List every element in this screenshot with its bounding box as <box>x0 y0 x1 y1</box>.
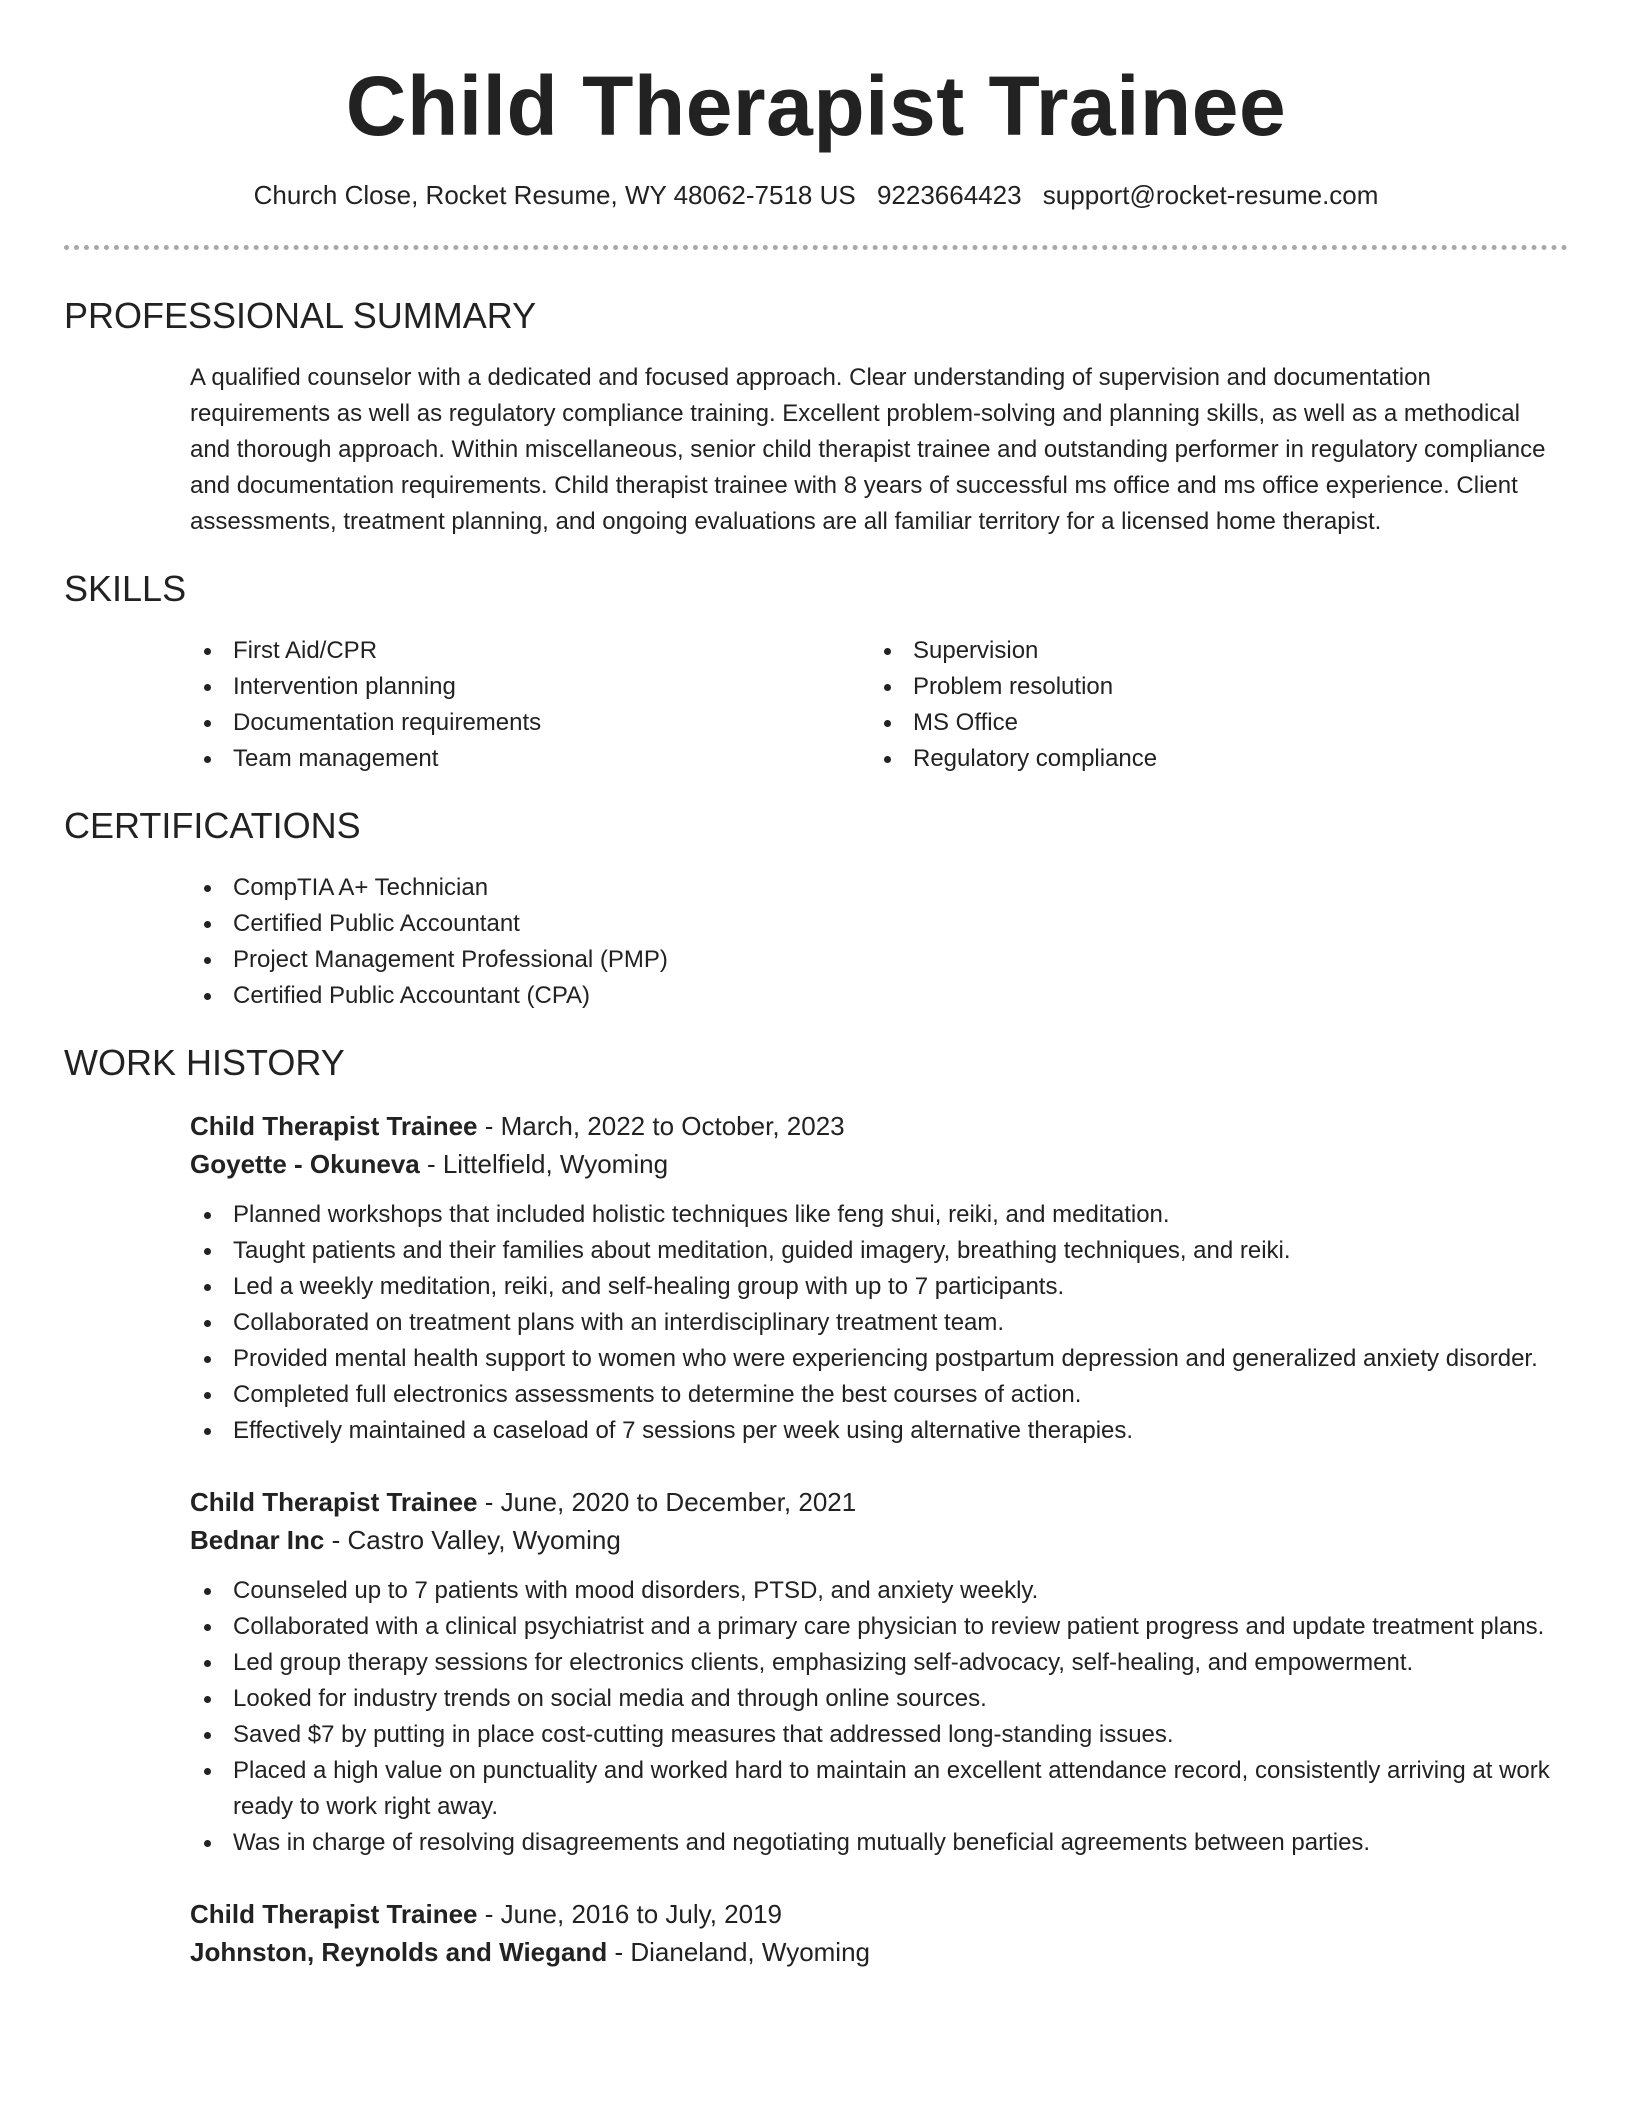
job-entry <box>64 1107 1568 1449</box>
section-title-summary: PROFESSIONAL SUMMARY <box>64 295 537 336</box>
job-bullet: Led group therapy sessions for electronics clients, emphasizing self-advocacy, self-healing, and empowerment. <box>190 1645 1568 1681</box>
job-bullet: Collaborated on treatment plans with an interdisciplinary treatment team. <box>190 1305 1568 1341</box>
contact-address: Church Close, Rocket Resume, WY 48062-7518 US <box>253 180 856 210</box>
job-title-line <box>190 1107 1568 1145</box>
job-bullet: Was in charge of resolving disagreements and negotiating mutually beneficial agreements between parties. <box>190 1825 1568 1861</box>
job-bullet: Counseled up to 7 patients with mood disorders, PTSD, and anxiety weekly. <box>190 1573 1568 1609</box>
job-bullet: Completed full electronics assessments to determine the best courses of action. <box>190 1377 1568 1413</box>
job-location: - Dianeland, Wyoming <box>607 1937 871 1967</box>
job-entry <box>64 1483 1568 1861</box>
section-title-work-history: WORK HISTORY <box>64 1042 345 1083</box>
job-role: Child Therapist Trainee <box>190 1487 478 1517</box>
job-company-line <box>190 1933 1568 1971</box>
job-dates: - June, 2016 to July, 2019 <box>477 1899 783 1929</box>
job-company: Bednar Inc <box>190 1525 325 1555</box>
job-dates: - June, 2020 to December, 2021 <box>477 1487 857 1517</box>
job-bullet: Looked for industry trends on social media and through online sources. <box>190 1681 1568 1717</box>
job-bullet: Effectively maintained a caseload of 7 sessions per week using alternative therapies. <box>190 1413 1568 1449</box>
summary-text: A qualified counselor with a dedicated and focused approach. Clear understanding of supervision and documentation requirements as well as regulatory compliance training. Excellent problem-solving and planning skills, as well as a methodical and thorough approach. Within miscellaneous, senior child therapist trainee and outstanding performer in regulatory compliance and documentation requirements. Child therapist trainee with 8 years of successful ms office and ms office experience. Client assessments, treatment planning, and ongoing evaluations are all familiar territory for a licensed home therapist. <box>190 364 1546 535</box>
certification-item: Certified Public Accountant <box>190 906 1568 942</box>
skill-item: Documentation requirements <box>190 705 870 741</box>
job-bullet: Collaborated with a clinical psychiatrist and a primary care physician to review patient progress and update treatment plans. <box>190 1609 1568 1645</box>
skill-item: Problem resolution <box>870 669 1550 705</box>
job-entry <box>64 1895 1568 1971</box>
certification-item: Project Management Professional (PMP) <box>190 942 1568 978</box>
certification-item: CompTIA A+ Technician <box>190 870 1568 906</box>
job-company-line <box>190 1145 1568 1183</box>
job-company: Johnston, Reynolds and Wiegand <box>190 1937 608 1967</box>
job-location: - Littelfield, Wyoming <box>419 1149 669 1179</box>
job-title-line <box>190 1483 1568 1521</box>
skill-item: Intervention planning <box>190 669 870 705</box>
job-bullet: Planned workshops that included holistic techniques like feng shui, reiki, and meditation. <box>190 1197 1568 1233</box>
skill-item: MS Office <box>870 705 1550 741</box>
skill-item: Regulatory compliance <box>870 741 1550 777</box>
skill-item: Team management <box>190 741 870 777</box>
skill-item: First Aid/CPR <box>190 633 870 669</box>
certifications-list <box>64 870 1568 1014</box>
contact-phone: 9223664423 <box>876 180 1022 210</box>
job-bullet: Saved $7 by putting in place cost-cutting measures that addressed long-standing issues. <box>190 1717 1568 1753</box>
job-bullets <box>190 1197 1568 1449</box>
resume-page <box>64 0 1568 1971</box>
resume-name: Child Therapist Trainee <box>345 59 1287 153</box>
job-company: Goyette - Okuneva <box>190 1149 420 1179</box>
job-bullets <box>190 1573 1568 1861</box>
contact-email: support@rocket-resume.com <box>1042 180 1379 210</box>
job-role: Child Therapist Trainee <box>190 1899 478 1929</box>
contact-line <box>64 178 1568 212</box>
skill-item: Supervision <box>870 633 1550 669</box>
job-dates: - March, 2022 to October, 2023 <box>477 1111 845 1141</box>
job-title-line <box>190 1895 1568 1933</box>
job-bullet: Taught patients and their families about meditation, guided imagery, breathing techniques, and reiki. <box>190 1233 1568 1269</box>
skills-list <box>64 633 1568 777</box>
job-bullet: Provided mental health support to women who were experiencing postpartum depression and generalized anxiety disorder. <box>190 1341 1568 1377</box>
skills-column-left <box>190 633 870 777</box>
certification-item: Certified Public Accountant (CPA) <box>190 978 1568 1014</box>
section-title-skills: SKILLS <box>64 568 187 609</box>
skills-column-right <box>870 633 1550 777</box>
job-company-line <box>190 1521 1568 1559</box>
job-location: - Castro Valley, Wyoming <box>324 1525 621 1555</box>
job-bullet: Placed a high value on punctuality and worked hard to maintain an excellent attendance record, consistently arriving at work ready to work right away. <box>190 1753 1568 1825</box>
section-title-certifications: CERTIFICATIONS <box>64 805 361 846</box>
header-divider <box>64 245 1568 250</box>
job-role: Child Therapist Trainee <box>190 1111 478 1141</box>
job-bullet: Led a weekly meditation, reiki, and self-healing group with up to 7 participants. <box>190 1269 1568 1305</box>
